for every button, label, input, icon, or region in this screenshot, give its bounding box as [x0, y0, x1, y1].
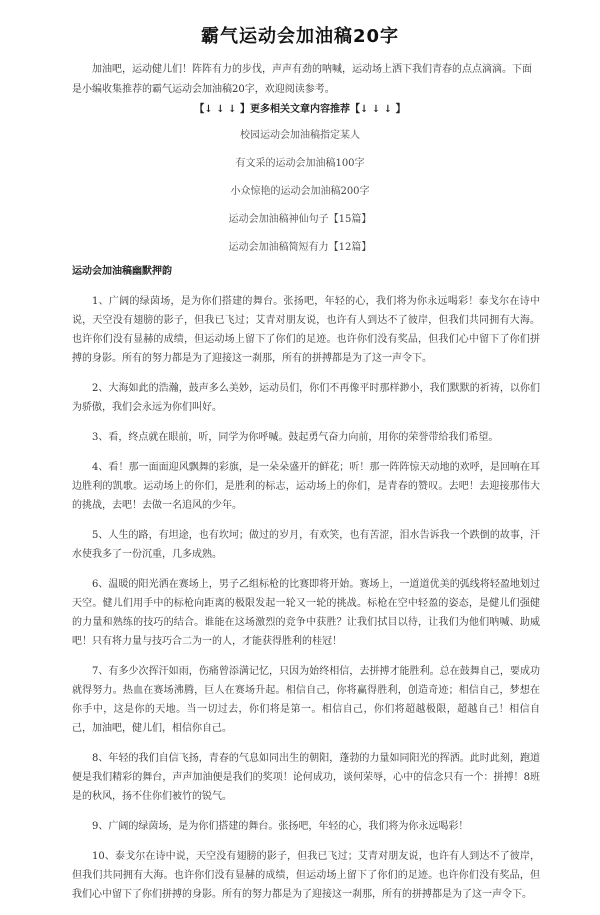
body-paragraph: 5、人生的路，有坦途，也有坎坷；做过的岁月，有欢笑，也有苦涩，泪水告诉我一个跌倒的故事，汗水使我多了一份沉重，几多成熟。	[72, 530, 540, 560]
body-paragraph: 2、大海如此的浩瀚，鼓声多么美妙，运动员们，你们不再像平时那样渺小，我们默默的祈祷，以你们为骄傲，我们会永远为你们叫好。	[72, 383, 540, 413]
body-paragraph: 9、广阔的绿茵场，是为你们搭建的舞台。张扬吧，年轻的心，我们将为你永远喝彩！	[92, 821, 469, 832]
section-heading: 运动会加油稿幽默押韵	[72, 266, 172, 277]
related-link[interactable]: 运动会加油稿神仙句子【15篇】	[228, 214, 372, 225]
body-paragraph: 6、温暖的阳光洒在赛场上，男子乙组标枪的比赛即将开始。赛场上，一道道优美的弧线将轻盈地划过天空。健儿们用手中的标枪向距离的极限发起一轮又一轮的挑战。标枪在空中轻盈的姿态，是健儿们强健的力量和熟练的技巧的结合。谁能在这场激烈的竞争中获胜？让我们拭目以待，让我们为他们呐喊、助威吧！只有将力量与技巧合二为一的人，才能获得胜利的桂冠！	[72, 579, 540, 647]
page-title: 霸气运动会加油稿20字	[200, 26, 400, 47]
body-paragraph: 10、泰戈尔在诗中说，天空没有翅膀的影子，但我已飞过；艾青对朋友说，也许有人到达不了彼岸，但我们共同拥有大海。也许你们没有显赫的成绩，但运动场上留下了你们的足迹。也许你们没有奖品，但我们心中留下了你们拼搏的身影。所有的努力都是为了迎接这一刹那，所有的拼搏都是为了这一声令下。	[72, 851, 540, 900]
body-paragraph: 1、广阔的绿茵场，是为你们搭建的舞台。张扬吧，年轻的心，我们将为你永远喝彩！泰戈尔在诗中说，天空没有翅膀的影子，但我已飞过；艾青对朋友说，也许有人到达不了彼岸，但我们共同拥有大海。也许你们没有显赫的成绩，但运动场上留下了你们的足迹。也许你们没有奖品，但我们心中留下了你们拼搏的身影。所有的努力都是为了迎接这一刹那，所有的拼搏都是为了这一声令下。	[72, 296, 540, 364]
more-articles-banner: 【↓ ↓ ↓ 】更多相关文章内容推荐【↓ ↓ ↓ 】	[194, 104, 406, 115]
intro-paragraph: 加油吧，运动健儿们！阵阵有力的步伐，声声有劲的呐喊，运动场上洒下我们青春的点点滴滴。下面是小编收集推荐的霸气运动会加油稿20字，欢迎阅读参考。	[72, 64, 532, 95]
body-paragraph: 4、看！那一面面迎风飘舞的彩旗，是一朵朵盛开的鲜花；听！那一阵阵惊天动地的欢呼，是回响在耳边胜利的凯歌。运动场上的你们，是胜利的标志，运动场上的你们，是青春的赞叹。去吧！去迎接那伟大的挑战，去吧！去做一名追风的少年。	[72, 462, 540, 511]
related-link[interactable]: 小众惊艳的运动会加油稿200字	[230, 186, 370, 197]
body-paragraph: 3、看，终点就在眼前，听，同学为你呼喊。鼓起勇气奋力向前，用你的荣誉带给我们希望。	[92, 432, 499, 443]
related-link[interactable]: 校园运动会加油稿指定某人	[240, 130, 360, 141]
body-paragraph: 7、有多少次挥汗如雨，伤痛曾添满记忆，只因为始终相信，去拼搏才能胜利。总在鼓舞自己，要成功就得努力。热血在赛场沸腾，巨人在赛场升起。相信自己，你将赢得胜利，创造奇迹；相信自己，梦想在你手中，这是你的天地。当一切过去，你们将是第一。相信自己，你们将超越极限，超越自己！相信自己，加油吧，健儿们，相信你自己。	[72, 666, 540, 734]
article-body	[72, 292, 540, 915]
related-link[interactable]: 运动会加油稿简短有力【12篇】	[228, 242, 372, 253]
related-links-list	[0, 126, 600, 266]
related-link[interactable]: 有文采的运动会加油稿100字	[235, 158, 365, 169]
body-paragraph: 8、年轻的我们自信飞扬，青春的气息如同出生的朝阳，蓬勃的力量如同阳光的挥洒。此时此刻，跑道便是我们精彩的舞台，声声加油便是我们的奖项！论何成功，谈何荣辱，心中的信念只有一个：拼搏！8班是的秋风，扬不住你们被竹的锐气。	[72, 753, 540, 802]
